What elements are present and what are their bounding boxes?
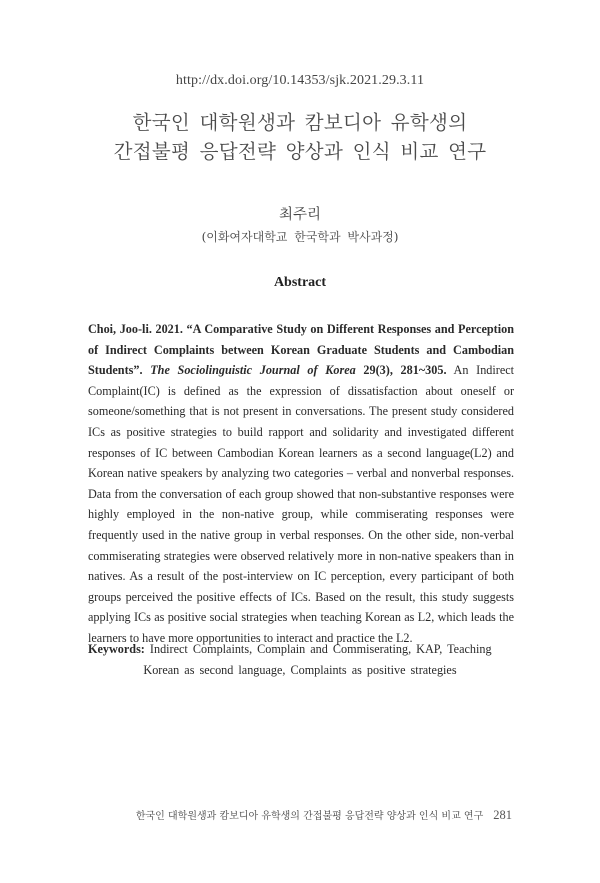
abstract-body [88, 319, 514, 649]
abstract-heading: Abstract [273, 275, 327, 290]
volume-pages: 29(3), 281~305. [363, 363, 447, 378]
keywords-label: Keywords: [88, 642, 145, 656]
running-title: 한국인 대학원생과 캄보디아 유학생의 간접불평 응답전략 양상과 인식 비교 연구 [135, 811, 484, 822]
keywords-line-2: Korean as second language, Complaints as positive strategies [143, 663, 457, 677]
abstract-citation: Choi, Joo-li. 2021. “A Comparative Study on Different Responses and Perception of Indirect Complaints between Korean Graduate Students and Cambodian Students”. [88, 322, 514, 378]
doi-link[interactable]: http://dx.doi.org/10.14353/sjk.2021.29.3.11 [175, 73, 425, 88]
paper-title [0, 108, 600, 166]
keywords-line-1: Indirect Complaints, Complain and Commiserating, KAP, Teaching [149, 642, 492, 656]
page-footer [136, 807, 512, 823]
title-line-1: 한국인 대학원생과 캄보디아 유학생의 [132, 111, 468, 134]
title-line-2: 간접불평 응답전략 양상과 인식 비교 연구 [113, 140, 487, 163]
page-number: 281 [493, 808, 512, 822]
journal-name: The Sociolinguistic Journal of Korea [150, 363, 356, 378]
author-name: 최주리 [278, 207, 322, 223]
keywords [88, 639, 514, 660]
abstract-text: An Indirect Complaint(IC) is defined as the expression of dissatisfaction about oneself or someone/something that is not present in conversations. The present study considered ICs as positive strategies to build rapport and solidarity and investigated different responses of IC between Cambodian Korean learners as a second language(L2) and Korean native speakers by analyzing two categories – verbal and nonverbal responses. Data from the conversation of each group showed that non-substantive responses were highly employed in the non-native group, while commiserating responses were frequently used in the native group in verbal responses. On the other side, non-verbal commiserating strategies were observed relatively more in non-native speakers than in natives. As a result of the post-interview on IC perception, every participant of both groups perceived the positive effects of ICs. Based on the result, this study suggests applying ICs as positive social strategies when teaching Korean as L2, which leads the learners to have more opportunities to interact and practice the L2. [88, 363, 515, 645]
author-affiliation: (이화여자대학교 한국학과 박사과정) [201, 230, 399, 244]
